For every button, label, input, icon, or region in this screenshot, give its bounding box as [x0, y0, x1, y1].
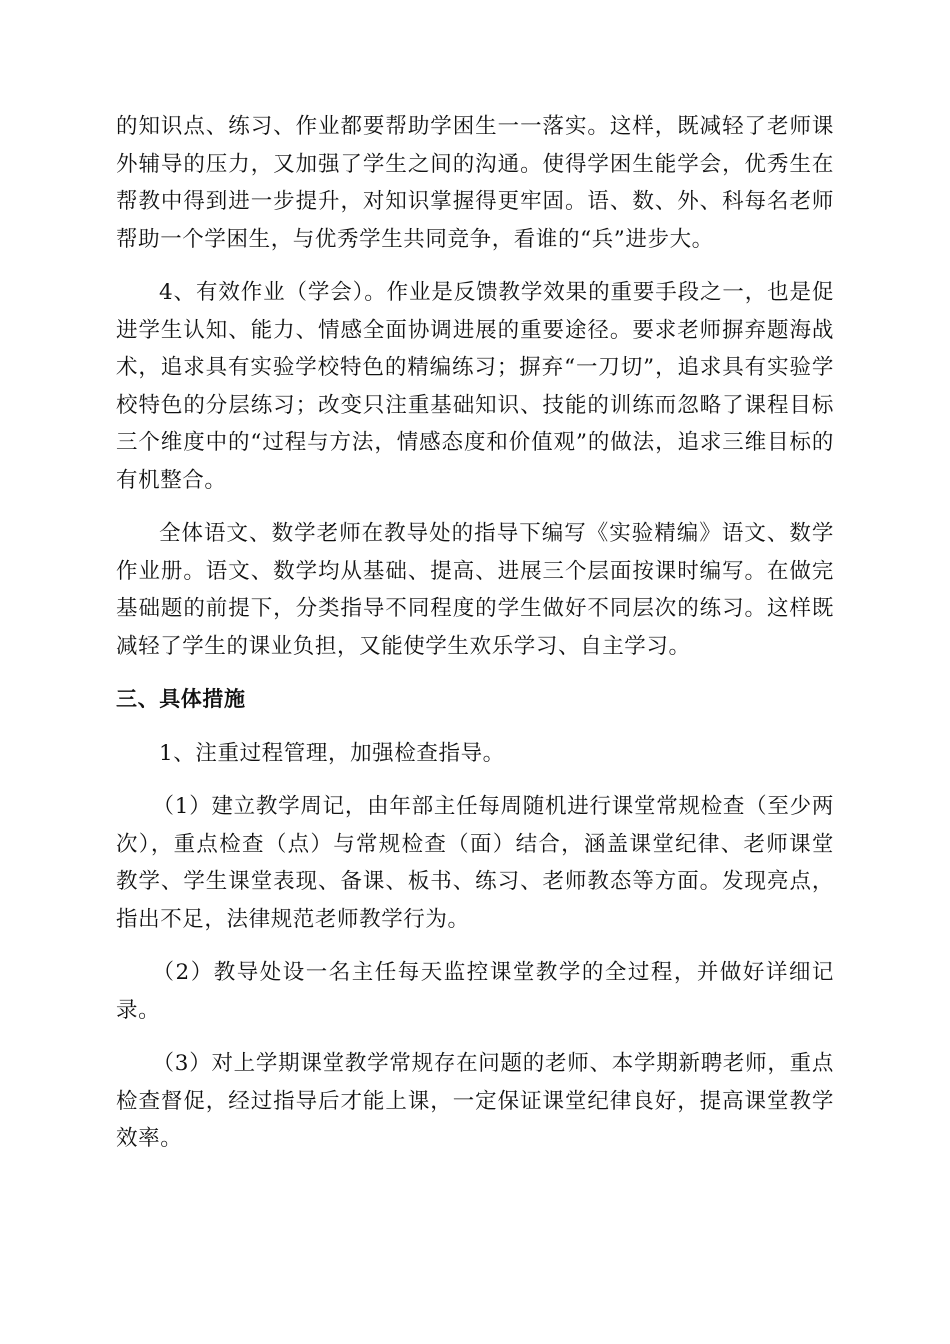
paragraph-continuation: 的知识点、练习、作业都要帮助学困生一一落实。这样，既减轻了老师课外辅导的压力，又加强了学生之间的沟通。使得学困生能学会，优秀生在帮教中得到进一步提升，对知识掌握得更牢固。语、数、外、科每名老师帮助一个学困生，与优秀学生共同竞争，看谁的“兵”进步大。	[116, 114, 834, 252]
paragraph-effective-homework: 4、有效作业（学会）。作业是反馈教学效果的重要手段之一，也是促进学生认知、能力、情感全面协调进展的重要途径。要求老师摒弃题海战术，追求具有实验学校特色的精编练习；摒弃“一刀切”，追求具有实验学校特色的分层练习；改变只注重基础知识、技能的训练而忽略了课程目标三个维度中的“过程与方法，情感态度和价值观”的做法，追求三维目标的有机整合。	[116, 280, 834, 493]
measure-subitem-3: （3）对上学期课堂教学常规存在问题的老师、本学期新聘老师，重点检查督促，经过指导后才能上课，一定保证课堂纪律良好，提高课堂教学效率。	[116, 1051, 834, 1151]
section-heading: 三、具体措施	[116, 687, 246, 711]
paragraph-workbook: 全体语文、数学老师在教导处的指导下编写《实验精编》语文、数学作业册。语文、数学均从基础、提高、进展三个层面按课时编写。在做完基础题的前提下，分类指导不同程度的学生做好不同层次的练习。这样既减轻了学生的课业负担，又能使学生欢乐学习、自主学习。	[116, 521, 834, 659]
measure-item-1: 1、注重过程管理，加强检查指导。	[159, 740, 505, 766]
measure-subitem-2: （2）教导处设一名主任每天监控课堂教学的全过程，并做好详细记录。	[116, 960, 834, 1023]
document-page	[116, 108, 834, 1174]
measure-subitem-1: （1）建立教学周记，由年部主任每周随机进行课堂常规检查（至少两次），重点检查（点）与常规检查（面）结合，涵盖课堂纪律、老师课堂教学、学生课堂表现、备课、板书、练习、老师教态等方面。发现亮点，指出不足，法律规范老师教学行为。	[116, 794, 834, 932]
